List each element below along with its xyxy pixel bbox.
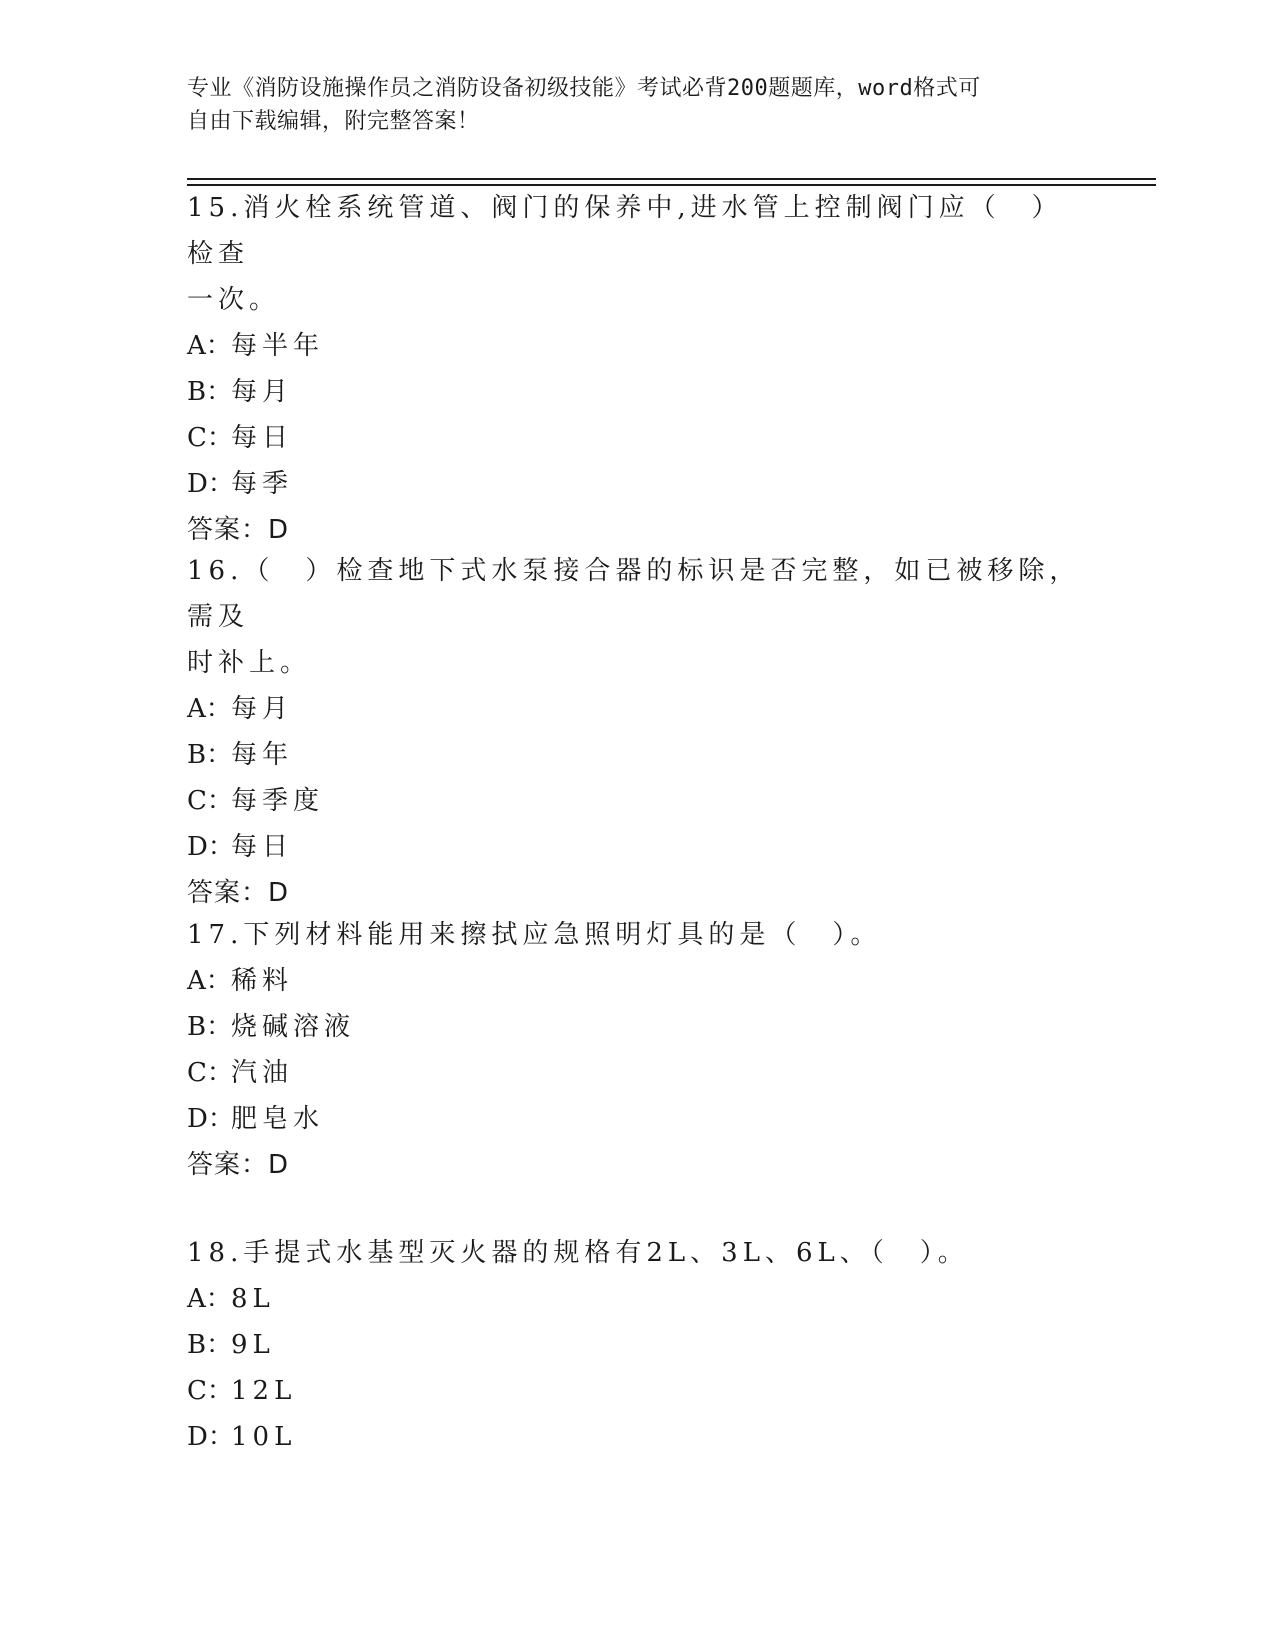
option-c bbox=[187, 778, 1087, 824]
question-stem bbox=[187, 185, 1087, 323]
option-text: 肥皂水 bbox=[231, 1104, 325, 1134]
option-key: C： bbox=[187, 1058, 233, 1088]
option-a bbox=[187, 686, 1087, 732]
question-stem-line-2: 一次。 bbox=[187, 285, 281, 315]
answer-line: 答案：D bbox=[187, 878, 290, 908]
question-17 bbox=[187, 912, 1087, 1188]
option-text: 每季 bbox=[231, 469, 294, 499]
question-stem-line-1: 16.（ ）检查地下式水泵接合器的标识是否完整，如已被移除，需及 bbox=[187, 556, 1081, 632]
question-15 bbox=[187, 185, 1087, 553]
option-d bbox=[187, 824, 1087, 870]
option-key: B： bbox=[187, 1330, 233, 1360]
option-a bbox=[187, 323, 1087, 369]
option-key: B： bbox=[187, 740, 233, 770]
option-b bbox=[187, 1322, 1087, 1368]
question-stem-line-2: 时补上。 bbox=[187, 648, 312, 678]
option-key: A： bbox=[187, 966, 232, 996]
option-text: 烧碱溶液 bbox=[231, 1012, 356, 1042]
option-key: A： bbox=[187, 331, 232, 361]
option-b bbox=[187, 732, 1087, 778]
option-text: 每季度 bbox=[231, 786, 325, 816]
option-key: D： bbox=[187, 1422, 234, 1452]
option-c bbox=[187, 1050, 1087, 1096]
option-key: C： bbox=[187, 423, 233, 453]
option-c bbox=[187, 415, 1087, 461]
option-c bbox=[187, 1368, 1087, 1414]
question-stem-line-1: 18.手提式水基型灭火器的规格有2L、3L、6L、（ ）。 bbox=[187, 1238, 969, 1268]
option-key: C： bbox=[187, 786, 233, 816]
option-a bbox=[187, 1276, 1087, 1322]
answer-line: 答案：D bbox=[187, 515, 290, 545]
option-d bbox=[187, 461, 1087, 507]
option-text: 12L bbox=[231, 1376, 297, 1406]
option-b bbox=[187, 369, 1087, 415]
option-b bbox=[187, 1004, 1087, 1050]
option-text: 每日 bbox=[231, 832, 294, 862]
option-text: 每半年 bbox=[231, 331, 325, 361]
option-key: A： bbox=[187, 1284, 232, 1314]
option-text: 10L bbox=[231, 1422, 297, 1452]
question-16 bbox=[187, 548, 1087, 916]
question-stem bbox=[187, 1230, 1087, 1276]
option-a bbox=[187, 958, 1087, 1004]
option-text: 8L bbox=[231, 1284, 275, 1314]
question-stem bbox=[187, 912, 1087, 958]
question-18 bbox=[187, 1230, 1087, 1460]
option-text: 稀料 bbox=[231, 966, 294, 996]
option-key: B： bbox=[187, 1012, 233, 1042]
option-key: A： bbox=[187, 694, 232, 724]
question-stem-line-1: 17.下列材料能用来擦拭应急照明灯具的是（ ）。 bbox=[187, 920, 882, 950]
question-stem bbox=[187, 548, 1087, 686]
header-line-1: 专业《消防设施操作员之消防设备初级技能》考试必背200题题库，word格式可 bbox=[187, 76, 981, 101]
answer-line: 答案：D bbox=[187, 1150, 290, 1180]
option-text: 每日 bbox=[231, 423, 294, 453]
option-d bbox=[187, 1096, 1087, 1142]
document-header bbox=[187, 72, 1067, 138]
header-line-2: 自由下载编辑，附完整答案！ bbox=[187, 109, 480, 134]
header-divider-top bbox=[187, 178, 1156, 180]
option-key: D： bbox=[187, 469, 234, 499]
option-text: 汽油 bbox=[231, 1058, 294, 1088]
option-key: B： bbox=[187, 377, 233, 407]
option-key: C： bbox=[187, 1376, 233, 1406]
option-text: 每年 bbox=[231, 740, 294, 770]
option-key: D： bbox=[187, 832, 234, 862]
option-key: D： bbox=[187, 1104, 234, 1134]
question-stem-line-1: 15.消火栓系统管道、阀门的保养中,进水管上控制阀门应（ ）检查 bbox=[187, 193, 1063, 269]
option-text: 每月 bbox=[231, 694, 294, 724]
option-text: 9L bbox=[231, 1330, 275, 1360]
option-text: 每月 bbox=[231, 377, 294, 407]
option-d bbox=[187, 1414, 1087, 1460]
